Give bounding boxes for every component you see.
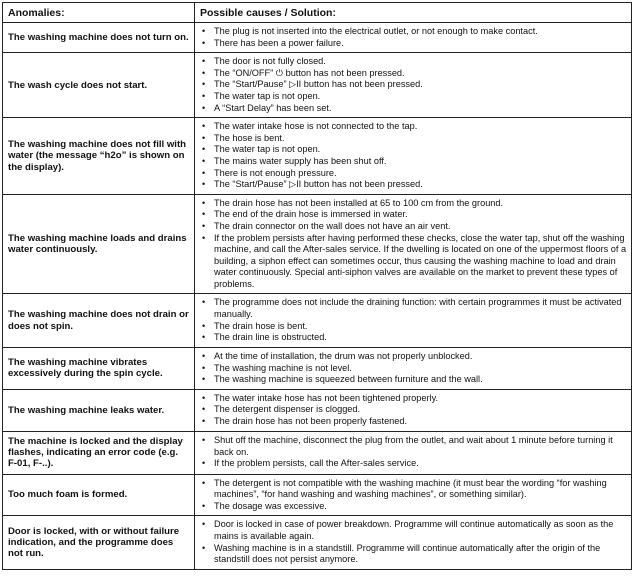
- cause-item: • At the time of installation, the drum was not properly unblocked.: [195, 351, 627, 363]
- cause-item: • The washing machine is not level.: [195, 363, 627, 375]
- cause-item: • There is not enough pressure.: [195, 168, 627, 180]
- table-row: [3, 53, 632, 118]
- anomaly-cell: The washing machine does not drain or does not spin.: [3, 294, 195, 347]
- causes-cell: [195, 431, 632, 474]
- causes-list: [195, 478, 627, 513]
- cause-item: • The dosage was excessive.: [195, 501, 627, 513]
- cause-item: • A “Start Delay” has been set.: [195, 103, 627, 115]
- cause-item: • The detergent is not compatible with the washing machine (it must bear the wording “for washing machines”, “for hand washing and washing machines”, or something similar).: [195, 478, 627, 501]
- causes-list: [195, 121, 627, 191]
- cause-item: • The door is not fully closed.: [195, 56, 627, 68]
- table-row: [3, 516, 632, 569]
- cause-item: • If the problem persists after having performed these checks, close the water tap, shut off the washing machine, and call the After-sales service. If the dwelling is located on one of the uppermost floors of a building, a siphon effect can sometimes occur, thus causing the washing machine to load and drain water continuously. Special anti-siphon valves are available on the market to prevent these types of problems.: [195, 233, 627, 291]
- causes-list: [195, 297, 627, 343]
- causes-list: [195, 26, 627, 49]
- anomaly-cell: Too much foam is formed.: [3, 474, 195, 516]
- table-row: [3, 347, 632, 389]
- table-row: [3, 194, 632, 294]
- header-causes: Possible causes / Solution:: [195, 3, 632, 23]
- causes-list: [195, 351, 627, 386]
- cause-item: • The drain hose has not been properly fastened.: [195, 416, 627, 428]
- anomaly-cell: Door is locked, with or without failure indication, and the programme does not run.: [3, 516, 195, 569]
- anomaly-cell: The wash cycle does not start.: [3, 53, 195, 118]
- cause-item: • There has been a power failure.: [195, 38, 627, 50]
- causes-cell: [195, 474, 632, 516]
- causes-cell: [195, 516, 632, 569]
- cause-item: • The drain hose is bent.: [195, 321, 627, 333]
- anomaly-cell: The washing machine vibrates excessively during the spin cycle.: [3, 347, 195, 389]
- cause-item: • Shut off the machine, disconnect the plug from the outlet, and wait about 1 minute before turning it back on.: [195, 435, 627, 458]
- table-row: [3, 389, 632, 431]
- table-row: [3, 23, 632, 53]
- cause-item: • The end of the drain hose is immersed in water.: [195, 209, 627, 221]
- table-row: [3, 294, 632, 347]
- cause-item: • The “Start/Pause” ▷II button has not been pressed.: [195, 79, 627, 91]
- causes-list: [195, 519, 627, 565]
- cause-item: • The drain line is obstructed.: [195, 332, 627, 344]
- anomaly-cell: The machine is locked and the display flashes, indicating an error code (e.g. F-01, F-..).: [3, 431, 195, 474]
- table-row: [3, 474, 632, 516]
- cause-item: • The “Start/Pause” ▷II button has not been pressed.: [195, 179, 627, 191]
- cause-item: • The drain hose has not been installed at 65 to 100 cm from the ground.: [195, 198, 627, 210]
- causes-cell: [195, 53, 632, 118]
- causes-cell: [195, 23, 632, 53]
- table-body: [3, 23, 632, 570]
- cause-item: • The hose is bent.: [195, 133, 627, 145]
- cause-item: • The water tap is not open.: [195, 144, 627, 156]
- cause-item: • The detergent dispenser is clogged.: [195, 404, 627, 416]
- causes-cell: [195, 294, 632, 347]
- anomaly-cell: The washing machine loads and drains water continuously.: [3, 194, 195, 294]
- cause-item: • The drain connector on the wall does not have an air vent.: [195, 221, 627, 233]
- cause-item: • The water intake hose has not been tightened properly.: [195, 393, 627, 405]
- cause-item: • The water intake hose is not connected to the tap.: [195, 121, 627, 133]
- table-row: [3, 118, 632, 195]
- cause-item: • The water tap is not open.: [195, 91, 627, 103]
- anomaly-cell: The washing machine does not fill with water (the message “h2o” is shown on the display).: [3, 118, 195, 195]
- troubleshooting-table: [2, 2, 632, 570]
- header-anomalies: Anomalies:: [3, 3, 195, 23]
- cause-item: • Washing machine is in a standstill. Programme will continue automatically after the origin of the standstill does not persist anymore.: [195, 543, 627, 566]
- causes-cell: [195, 347, 632, 389]
- causes-cell: [195, 389, 632, 431]
- anomaly-cell: The washing machine does not turn on.: [3, 23, 195, 53]
- cause-item: • The programme does not include the draining function: with certain programmes it must be activated manually.: [195, 297, 627, 320]
- cause-item: • If the problem persists, call the After-sales service.: [195, 458, 627, 470]
- cause-item: • Door is locked in case of power breakdown. Programme will continue automatically as soon as the mains is available again.: [195, 519, 627, 542]
- cause-item: • The washing machine is squeezed between furniture and the wall.: [195, 374, 627, 386]
- cause-item: • The plug is not inserted into the electrical outlet, or not enough to make contact.: [195, 26, 627, 38]
- cause-item: • The mains water supply has been shut off.: [195, 156, 627, 168]
- causes-list: [195, 198, 627, 291]
- causes-list: [195, 393, 627, 428]
- causes-list: [195, 435, 627, 470]
- cause-item: • The “ON/OFF” ⏻ button has not been pressed.: [195, 68, 627, 80]
- table-row: [3, 431, 632, 474]
- troubleshooting-table-container: [2, 2, 631, 570]
- causes-cell: [195, 194, 632, 294]
- causes-cell: [195, 118, 632, 195]
- causes-list: [195, 56, 627, 114]
- header-row: [3, 3, 632, 23]
- anomaly-cell: The washing machine leaks water.: [3, 389, 195, 431]
